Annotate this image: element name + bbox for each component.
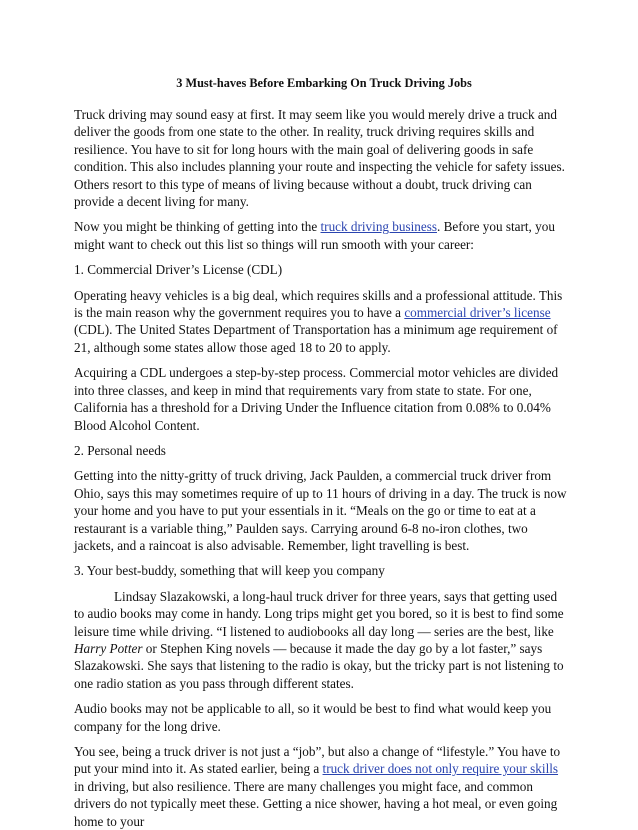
text-segment: or Stephen King novels — because it made the day go by a lot faster,” says Slazakowski. She says that listening to the radio is okay, but the tricky part is not listening to one radio station as you pass through different states. xyxy=(74,640,564,691)
paragraph-personal-needs: Getting into the nitty-gritty of truck driving, Jack Paulden, a commercial truck driver from Ohio, says this may sometimes require of up to 11 hours of driving in a day. The truck is now your home and you have to put your essentials in it. “Meals on the go or time to eat at a restaurant is a variable thing,” Paulden says. Carrying around 6-8 no-iron clothes, two jackets, and a raincoat is also advisable. Remember, light travelling is best. xyxy=(74,468,567,553)
paragraph-cdl-process: Acquiring a CDL undergoes a step-by-step process. Commercial motor vehicles are divided into three classes, and keep in mind that requirements vary from state to state. For one, California has a threshold for a Driving Under the Influence citation from 0.08% to 0.04% Blood Alcohol Content. xyxy=(74,365,559,433)
text-segment: in driving, but also resilience. There are many challenges you might face, and common drivers do not typically meet these. Getting a nice shower, having a hot meal, or even going home to your xyxy=(74,778,558,829)
paragraph-lifestyle xyxy=(74,743,568,830)
book-title-emphasis: Harry Potter xyxy=(74,640,143,656)
paragraph-audiobooks xyxy=(74,588,568,692)
document-title: 3 Must-haves Before Embarking On Truck Driving Jobs xyxy=(176,76,472,90)
text-segment: . Before you start, you might want to check out this list so things will run smooth with your career: xyxy=(74,219,555,252)
paragraph-cdl-requirements xyxy=(74,287,568,357)
section-heading-personal-needs: 2. Personal needs xyxy=(74,442,166,458)
text-segment: (CDL). The United States Department of Transportation has a minimum age requirement of 21, although some states allow those aged 18 to 20 to apply. xyxy=(74,322,558,355)
paragraph-intro: Truck driving may sound easy at first. It may seem like you would merely drive a truck and deliver the goods from one state to the other. In reality, truck driving requires skills and resilience. You have to sit for long hours with the main goal of delivering goods in safe condition. This also includes planning your route and inspecting the vehicle for safety issues. Others resort to this type of means of living because without a doubt, truck driving can provide a decent living for many. xyxy=(74,107,565,210)
truck-driver-skills-link[interactable]: truck driver does not only require your skills xyxy=(322,761,559,777)
text-segment: Operating heavy vehicles is a big deal, which requires skills and a professional attitude. This is the main reason why the government requires you to have a xyxy=(74,287,563,321)
commercial-drivers-license-link[interactable]: commercial driver’s license xyxy=(404,305,551,321)
text-segment: Lindsay Slazakowski, a long-haul truck driver for three years, says that getting used to audio books may come in handy. Long trips might get you bored, so it is best to find some leisure time while driving. “I listened to audiobooks all day long — series are the best, like xyxy=(74,588,564,639)
text-segment: Now you might be thinking of getting into the xyxy=(74,219,321,235)
text-segment: You see, being a truck driver is not just a “job”, but also a change of “lifestyle.” You have to put your mind into it. As stated earlier, being a xyxy=(74,744,561,777)
paragraph-company: Audio books may not be applicable to all, so it would be best to find what would keep you company for the long drive. xyxy=(74,701,552,734)
section-heading-cdl: 1. Commercial Driver’s License (CDL) xyxy=(74,262,283,278)
paragraph-getting-started xyxy=(74,218,568,253)
truck-driving-business-link[interactable]: truck driving business xyxy=(320,219,437,235)
section-heading-best-buddy: 3. Your best-buddy, something that will keep you company xyxy=(74,563,385,579)
